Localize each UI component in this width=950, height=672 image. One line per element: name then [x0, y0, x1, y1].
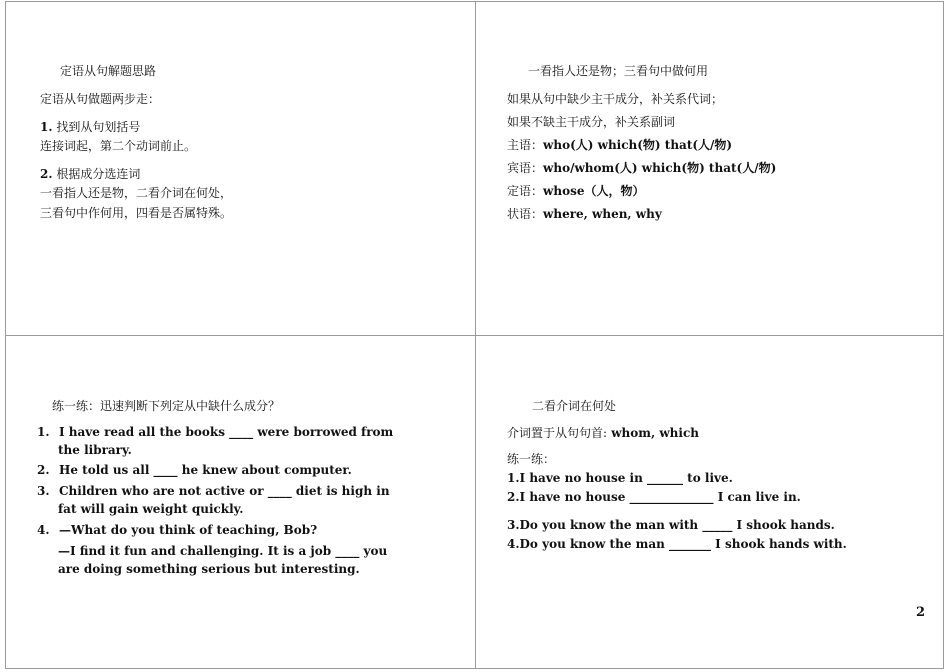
adverbial-label: 状语：: [507, 207, 544, 221]
slide1-title: 定语从句解题思路: [60, 64, 157, 78]
slide3-title: 练一练：迅速判断下列定从中缺什么成分？: [52, 399, 281, 413]
exercise-item-3-cont: fat will gain weight quickly.: [58, 502, 244, 516]
slide1-step2: [40, 166, 140, 182]
item-text: He told us all ____ he knew about computer.: [59, 463, 352, 477]
slide4-title: 二看介词在何处: [532, 399, 617, 413]
object-value: who/whom(人) which(物) that(人/物): [543, 161, 777, 175]
exercise-item-1: [37, 424, 393, 440]
step1-text: 找到从句划括号: [56, 120, 141, 134]
exercise-item-4-line2: —I find it fun and challenging. It is a job ____ you: [58, 544, 388, 558]
slide1-step1-detail: 连接词起，第二个动词前止。: [40, 139, 197, 153]
subject-label: 主语：: [507, 138, 544, 152]
practice-question-2: 2.I have no house ______________ I can live in.: [507, 490, 801, 504]
subject-row: [507, 137, 732, 153]
slide1-step1: [40, 119, 140, 135]
exercise-item-3: [37, 483, 390, 499]
item-number: 3.: [37, 484, 50, 498]
attributive-label: 定语：: [507, 184, 544, 198]
step1-number: 1.: [40, 120, 53, 134]
item-text: —What do you think of teaching, Bob?: [59, 523, 318, 537]
exercise-item-4-line3: are doing something serious but interesting.: [58, 562, 360, 576]
slide2-title: 一看指人还是物；三看句中做何用: [528, 64, 709, 78]
exercise-item-4: [37, 522, 317, 538]
preposition-rule: [507, 425, 699, 441]
object-row: [507, 160, 776, 176]
rule-value: whom, which: [607, 426, 699, 440]
item-text: Children who are not active or ____ diet is high in: [59, 484, 390, 498]
step2-number: 2.: [40, 167, 53, 181]
practice-question-4: 4.Do you know the man _______ I shook hands with.: [507, 537, 847, 551]
rule-label: 介词置于从句句首:: [507, 426, 608, 440]
item-number: 4.: [37, 523, 50, 537]
practice-question-3: 3.Do you know the man with _____ I shook hands.: [507, 518, 835, 532]
item-number: 1.: [37, 425, 50, 439]
practice-question-1: 1.I have no house in ______ to live.: [507, 471, 733, 485]
practice-label: 练一练：: [507, 452, 556, 466]
slide1-step2-line2: 三看句中作何用，四看是否属特殊。: [40, 206, 233, 220]
subject-value: who(人) which(物) that(人/物): [543, 138, 733, 152]
slide2-line1: 如果从句中缺少主干成分，补关系代词；: [507, 92, 724, 106]
page-number: 2: [916, 605, 926, 620]
slide1-intro: 定语从句做题两步走：: [40, 92, 161, 106]
object-label: 宾语：: [507, 161, 544, 175]
slide2-line2: 如果不缺主干成分，补关系副词: [507, 115, 676, 129]
exercise-item-1-cont: the library.: [58, 443, 132, 457]
adverbial-value: where, when, why: [543, 207, 662, 221]
step2-text: 根据成分选连词: [56, 167, 141, 181]
adverbial-row: [507, 206, 662, 222]
item-text: I have read all the books ____ were borrowed from: [59, 425, 394, 439]
attributive-row: [507, 183, 644, 199]
attributive-value: whose（人，物）: [543, 184, 645, 198]
item-number: 2.: [37, 463, 50, 477]
horizontal-divider: [5, 335, 944, 336]
slide1-step2-line1: 一看指人还是物，二看介词在何处，: [40, 186, 233, 200]
exercise-item-2: [37, 462, 352, 478]
